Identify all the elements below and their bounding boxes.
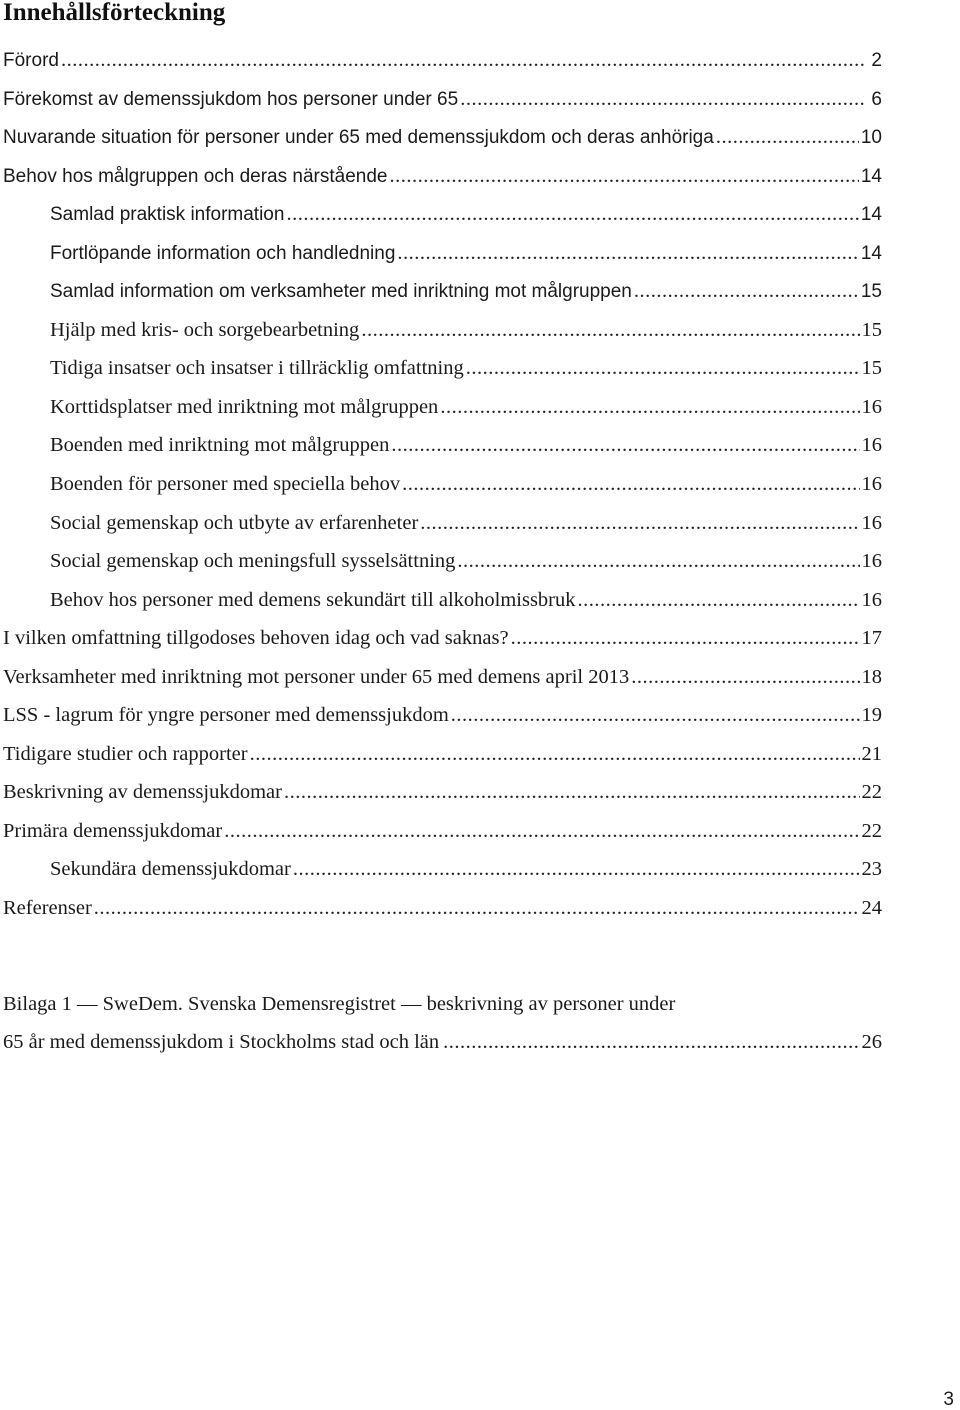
toc-entry-title: Behov hos målgruppen och deras närstående [3, 165, 388, 187]
toc-entry[interactable] [3, 773, 882, 812]
toc-entry-page: 17 [861, 627, 882, 650]
toc-entry[interactable] [3, 41, 882, 80]
toc-entry-page: 14 [860, 165, 882, 187]
toc-entry-title: Social gemenskap och meningsfull sysselsättning [50, 550, 456, 573]
toc-entry-page: 16 [861, 511, 882, 534]
toc-entry-title: Behov hos personer med demens sekundärt till alkoholmissbruk [50, 588, 576, 611]
dot-leader [631, 658, 859, 697]
dot-leader [286, 195, 858, 234]
toc-entry[interactable] [3, 619, 882, 658]
toc-entry-title: Social gemenskap och utbyte av erfarenheter [50, 511, 419, 534]
toc-entry-title: Förord [3, 50, 59, 71]
dot-leader [457, 542, 859, 581]
toc-entry-title: Fortlöpande information och handledning [50, 242, 396, 264]
appendix-title-line-1: Bilaga 1 — SweDem. Svenska Demensregistret — beskrivning av personer under [3, 993, 676, 1015]
dot-leader [293, 850, 860, 889]
toc-entry-page: 21 [861, 742, 882, 765]
dot-leader [511, 619, 860, 658]
toc-entry-page: 14 [860, 204, 882, 226]
toc-entry-page: 24 [861, 897, 882, 920]
toc-entry-page: 16 [861, 473, 882, 496]
dot-leader [634, 272, 859, 311]
toc-entry-page: 6 [871, 88, 882, 110]
toc-entry[interactable] [3, 812, 882, 851]
toc-entry[interactable] [3, 80, 882, 119]
dot-leader [94, 889, 860, 928]
dot-leader [451, 696, 860, 735]
toc-entry-page: 16 [861, 434, 882, 457]
toc-heading: Innehållsförteckning [3, 0, 226, 26]
dot-leader [391, 426, 859, 465]
dot-leader [389, 157, 858, 196]
dot-leader [466, 349, 860, 388]
toc-entry[interactable] [3, 234, 882, 273]
toc-entry[interactable] [3, 157, 882, 196]
appendix-title-line-2-row [3, 1023, 882, 1061]
toc-entry[interactable] [3, 850, 882, 889]
toc-entry[interactable] [3, 658, 882, 697]
toc-entry-title: Samlad praktisk information [50, 204, 285, 226]
toc-entry-title: Samlad information om verksamheter med inriktning mot målgruppen [50, 281, 632, 303]
toc-entry[interactable] [3, 118, 882, 157]
toc-entry-page: 14 [860, 242, 882, 264]
toc-entry-page: 16 [861, 588, 882, 611]
toc-entry-title: Nuvarande situation för personer under 65 med demenssjukdom och deras anhöriga [3, 127, 714, 149]
toc-entry-page: 15 [861, 318, 882, 341]
toc-entry[interactable] [3, 311, 882, 350]
toc-entry-title: Hjälp med kris- och sorgebearbetning [50, 318, 360, 341]
appendix-entry[interactable] [3, 985, 882, 1061]
page-number: 3 [943, 1389, 954, 1410]
toc-entry-page: 16 [861, 395, 882, 418]
appendix-title-line-2: 65 år med demenssjukdom i Stockholms stad och län [3, 1031, 440, 1053]
toc-entry-title: I vilken omfattning tillgodoses behoven idag och vad saknas? [3, 627, 509, 650]
toc-entry[interactable] [3, 889, 882, 928]
toc-entry[interactable] [3, 426, 882, 465]
toc-entry-page: 22 [861, 781, 882, 804]
dot-leader [578, 581, 860, 620]
dot-leader [284, 773, 860, 812]
toc-entry[interactable] [3, 195, 882, 234]
toc-entry-title: Tidigare studier och rapporter [3, 742, 248, 765]
toc-entry-title: Boenden för personer med speciella behov [50, 473, 401, 496]
toc-entry-page: 22 [861, 819, 882, 842]
toc-entry[interactable] [3, 735, 882, 774]
toc-entry[interactable] [3, 696, 882, 735]
toc-entry[interactable] [3, 272, 882, 311]
toc-entry-page: 19 [861, 704, 882, 727]
dot-leader [716, 118, 859, 157]
dot-leader [250, 735, 860, 774]
toc-entry-page: 2 [871, 50, 882, 71]
toc-entry-title: Referenser [3, 897, 92, 920]
toc-entry-title: Sekundära demenssjukdomar [50, 858, 291, 881]
toc-entry-title: Förekomst av demenssjukdom hos personer under 65 [3, 88, 459, 110]
dot-leader [443, 1023, 857, 1061]
toc-entry-title: Korttidsplatser med inriktning mot målgruppen [50, 395, 439, 418]
dot-leader [402, 465, 859, 504]
toc-entry-page: 18 [861, 665, 882, 688]
table-of-contents [3, 41, 882, 928]
toc-entry[interactable] [3, 349, 882, 388]
toc-entry-title: Boenden med inriktning mot målgruppen [50, 434, 390, 457]
toc-entry-page: 16 [861, 550, 882, 573]
dot-leader [397, 234, 858, 273]
toc-entry-title: Primära demenssjukdomar [3, 819, 223, 842]
toc-entry[interactable] [3, 465, 882, 504]
dot-leader [420, 504, 859, 543]
toc-entry-page: 15 [861, 357, 882, 380]
toc-entry-page: 15 [860, 281, 882, 303]
toc-entry-title: LSS - lagrum för yngre personer med demenssjukdom [3, 704, 449, 727]
toc-entry[interactable] [3, 388, 882, 427]
appendix-page-number: 26 [861, 1031, 882, 1053]
dot-leader [460, 80, 864, 119]
toc-entry-page: 10 [860, 127, 882, 149]
dot-leader [440, 388, 859, 427]
toc-entry-title: Beskrivning av demenssjukdomar [3, 781, 282, 804]
toc-entry[interactable] [3, 504, 882, 543]
toc-entry[interactable] [3, 542, 882, 581]
dot-leader [361, 311, 859, 350]
toc-entry-title: Tidiga insatser och insatser i tillräcklig omfattning [50, 357, 464, 380]
dot-leader [224, 812, 859, 851]
dot-leader [61, 41, 864, 80]
toc-entry-title: Verksamheter med inriktning mot personer under 65 med demens april 2013 [3, 665, 630, 688]
toc-entry-page: 23 [861, 858, 882, 881]
toc-entry[interactable] [3, 581, 882, 620]
